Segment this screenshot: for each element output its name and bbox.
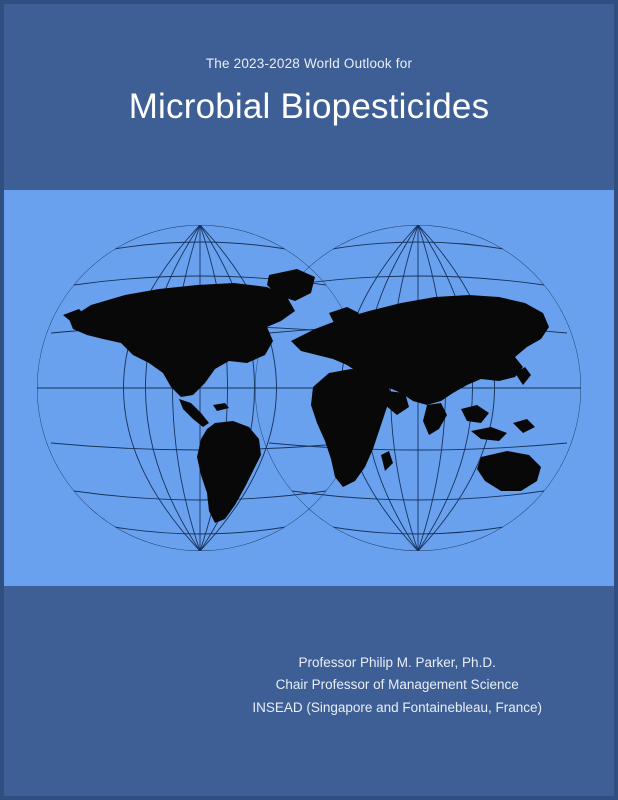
globe-illustration-panel [4,190,614,586]
author-block [252,652,542,719]
author-name: Professor Philip M. Parker, Ph.D. [298,655,496,670]
world-map-icon [29,223,589,553]
page-title: Microbial Biopesticides [128,87,490,127]
author-role: Chair Professor of Management Science [275,677,519,693]
series-subtitle: The 2023-2028 World Outlook for [205,56,413,71]
title-band [4,4,614,190]
author-band [4,586,614,796]
author-affiliation: INSEAD (Singapore and Fontainebleau, France) [252,699,542,715]
